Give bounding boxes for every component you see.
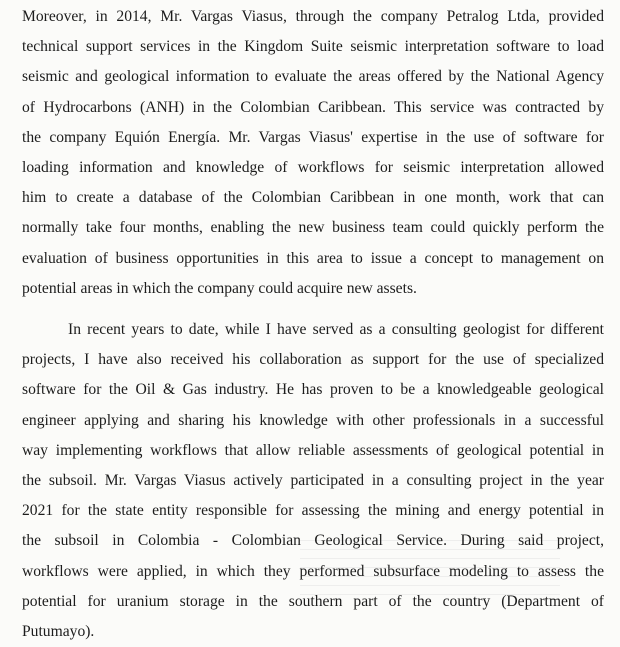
text-line: the subsoil. Mr. Vargas Viasus actively participated in a consulting project in the year bbox=[22, 472, 604, 490]
paragraph-2014-petralog bbox=[22, 2, 604, 304]
text-line: In recent years to date, while I have served as a consulting geologist for different bbox=[68, 321, 604, 339]
text-line: Moreover, in 2014, Mr. Vargas Viasus, through the company Petralog Ltda, provided bbox=[22, 8, 604, 25]
text-line: engineer applying and sharing his knowledge with other professionals in a successful bbox=[22, 411, 604, 429]
text-line: the subsoil in Colombia - Colombian Geological Service. During said project, bbox=[22, 532, 604, 550]
text-line: him to create a database of the Colombian Caribbean in one month, work that can bbox=[22, 189, 604, 207]
text-line: Putumayo). bbox=[22, 623, 95, 641]
text-line: normally take four months, enabling the new business team could quickly perform the bbox=[22, 219, 604, 237]
text-line: software for the Oil & Gas industry. He has proven to be a knowledgeable geological bbox=[22, 381, 604, 399]
text-line: workflows were applied, in which they performed subsurface modeling to assess the bbox=[22, 562, 604, 580]
text-line: potential for uranium storage in the southern part of the country (Department of bbox=[22, 592, 604, 610]
text-line: loading information and knowledge of workflows for seismic interpretation allowed bbox=[22, 159, 604, 177]
text-line: way implementing workflows that allow reliable assessments of geological potential in bbox=[22, 441, 604, 459]
text-line: evaluation of business opportunities in this area to issue a concept to management on bbox=[22, 249, 604, 267]
text-line: seismic and geological information to evaluate the areas offered by the National Agency bbox=[22, 68, 604, 86]
text-line: potential areas in which the company could acquire new assets. bbox=[22, 279, 417, 297]
paragraph-consulting-geologist bbox=[22, 315, 604, 647]
text-line: projects, I have also received his collaboration as support for the use of specialized bbox=[22, 351, 604, 369]
text-line: technical support services in the Kingdom Suite seismic interpretation software to load bbox=[22, 38, 604, 56]
text-line: of Hydrocarbons (ANH) in the Colombian Caribbean. This service was contracted by bbox=[22, 98, 604, 116]
text-line: 2021 for the state entity responsible for assessing the mining and energy potential in bbox=[22, 502, 604, 520]
text-line: the company Equión Energía. Mr. Vargas Viasus' expertise in the use of software for bbox=[22, 128, 604, 146]
